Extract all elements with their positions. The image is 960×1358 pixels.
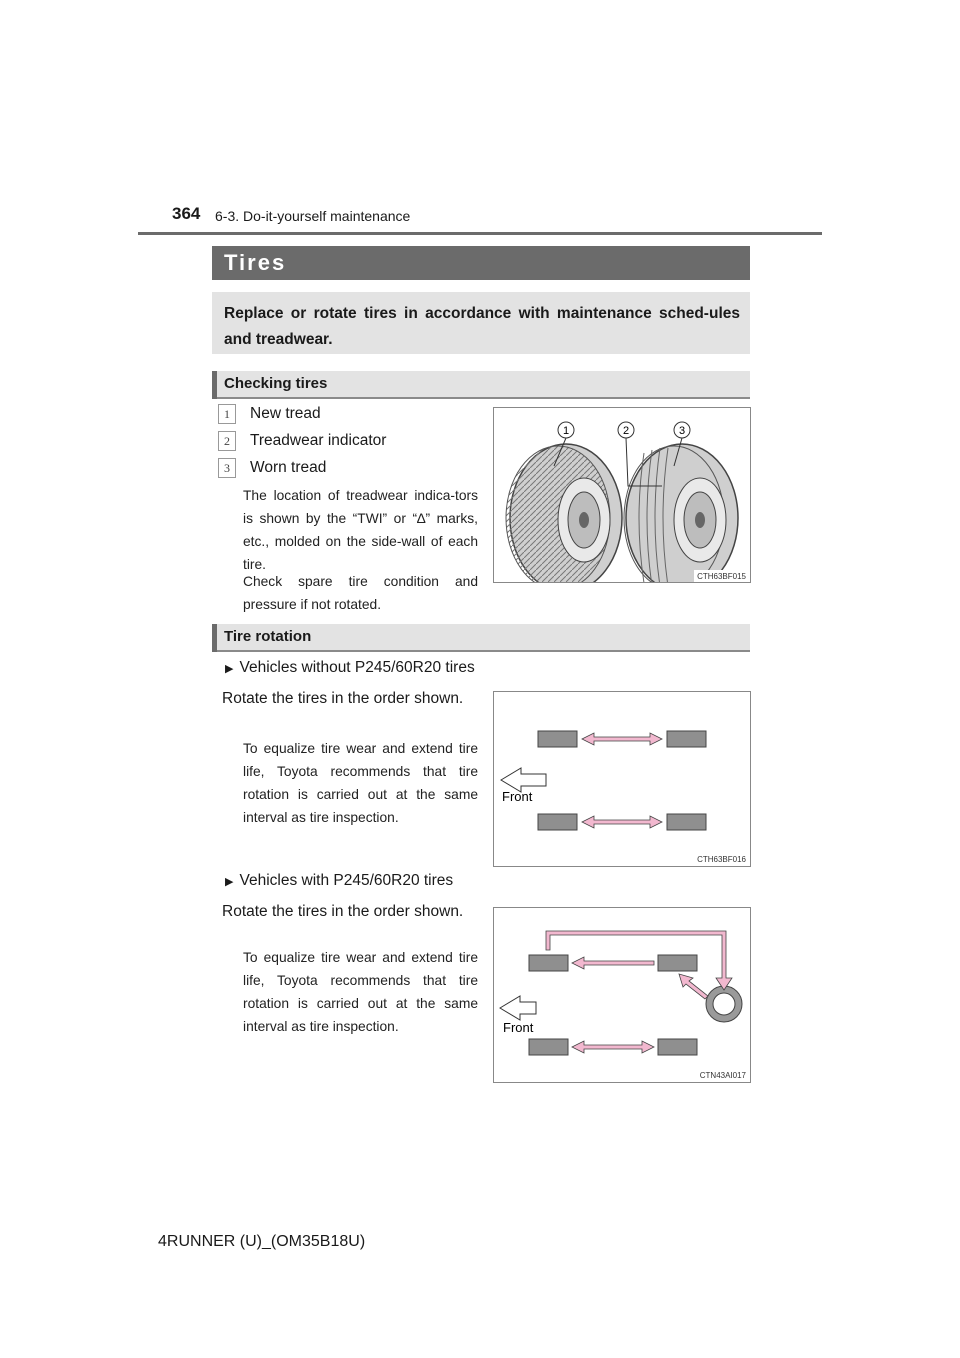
- tire-front-left: [529, 955, 568, 971]
- tire-front-right: [538, 814, 577, 830]
- front-arrow-icon: [500, 996, 536, 1020]
- heading-bar: [212, 624, 217, 652]
- callout-2: 2: [622, 425, 630, 437]
- tire-rear-left: [667, 731, 706, 747]
- item-label: Worn tread: [250, 459, 327, 477]
- item-number: 1: [218, 404, 236, 424]
- page-number: 364: [172, 204, 201, 223]
- case1-instruction: Rotate the tires in the order shown.: [222, 690, 464, 707]
- tires-illustration: [494, 408, 750, 582]
- tire-rear-left: [658, 955, 697, 971]
- triangle-bullet-icon: ▶: [225, 876, 234, 888]
- checking-tires-heading: [212, 371, 750, 399]
- callout-1: 1: [562, 425, 570, 437]
- title-banner: [212, 246, 750, 280]
- front-label: Front: [502, 789, 533, 804]
- case2-bullet-text: Vehicles with P245/60R20 tires: [239, 872, 454, 889]
- figure-code: CTH63BF015: [697, 572, 746, 581]
- tire-front-left: [538, 731, 577, 747]
- item-label: Treadwear indicator: [250, 432, 387, 450]
- route-arrow-front-to-spare: [546, 931, 732, 990]
- swap-arrow-top: [582, 733, 662, 745]
- arrow-rear-to-front: [572, 957, 654, 969]
- front-label: Front: [503, 1020, 534, 1035]
- intro-text: Replace or rotate tires in accordance with maintenance sched-ules and treadwear.: [224, 305, 740, 348]
- item-treadwear-indicator: [218, 431, 386, 451]
- intro-box: [212, 292, 750, 354]
- heading-bar: [212, 371, 217, 399]
- case1-note: To equalize tire wear and extend tire life, Toyota recommends that tire rotation is carried out at the same interval as tire inspection.: [243, 741, 478, 825]
- tire-rear-right: [667, 814, 706, 830]
- case2-instruction: Rotate the tires in the order shown.: [222, 903, 464, 920]
- spare-tire-note: Check spare tire condition and pressure if not rotated.: [243, 574, 478, 612]
- figure-code: CTN43AI017: [699, 1071, 746, 1080]
- tire-tread-figure: [493, 407, 751, 583]
- tire-rear-right: [658, 1039, 697, 1055]
- rotation-figure-1: [493, 691, 751, 867]
- callout-3: 3: [678, 425, 686, 437]
- arrow-spare-to-rear: [679, 974, 708, 999]
- treadwear-note: The location of treadwear indica-tors is shown by the “TWI” or “∆” marks, etc., molded on the side-wall of each tire.: [243, 488, 478, 572]
- spare-tire: [706, 986, 742, 1022]
- case1-bullet: [225, 659, 475, 677]
- page-title: Tires: [224, 250, 287, 275]
- section-title: 6-3. Do-it-yourself maintenance: [215, 208, 411, 224]
- tire-front-right: [529, 1039, 568, 1055]
- swap-arrow-bottom: [572, 1041, 654, 1053]
- footer-model: 4RUNNER (U)_(OM35B18U): [158, 1233, 366, 1250]
- item-label: New tread: [250, 405, 321, 423]
- figure-code: CTH63BF016: [697, 855, 746, 864]
- case1-bullet-text: Vehicles without P245/60R20 tires: [239, 659, 475, 676]
- rotation-figure-2: [493, 907, 751, 1083]
- item-worn-tread: [218, 458, 326, 478]
- item-new-tread: [218, 404, 321, 424]
- case2-note: To equalize tire wear and extend tire life, Toyota recommends that tire rotation is carried out at the same interval as tire inspection.: [243, 950, 478, 1034]
- swap-arrow-bottom: [582, 816, 662, 828]
- header-rule: [138, 232, 822, 235]
- tire-rotation-heading: [212, 624, 750, 652]
- checking-tires-heading-text: Checking tires: [224, 375, 328, 392]
- tire-rotation-heading-text: Tire rotation: [224, 628, 312, 645]
- triangle-bullet-icon: ▶: [225, 663, 234, 675]
- item-number: 2: [218, 431, 236, 451]
- item-number: 3: [218, 458, 236, 478]
- case2-bullet: [225, 872, 453, 890]
